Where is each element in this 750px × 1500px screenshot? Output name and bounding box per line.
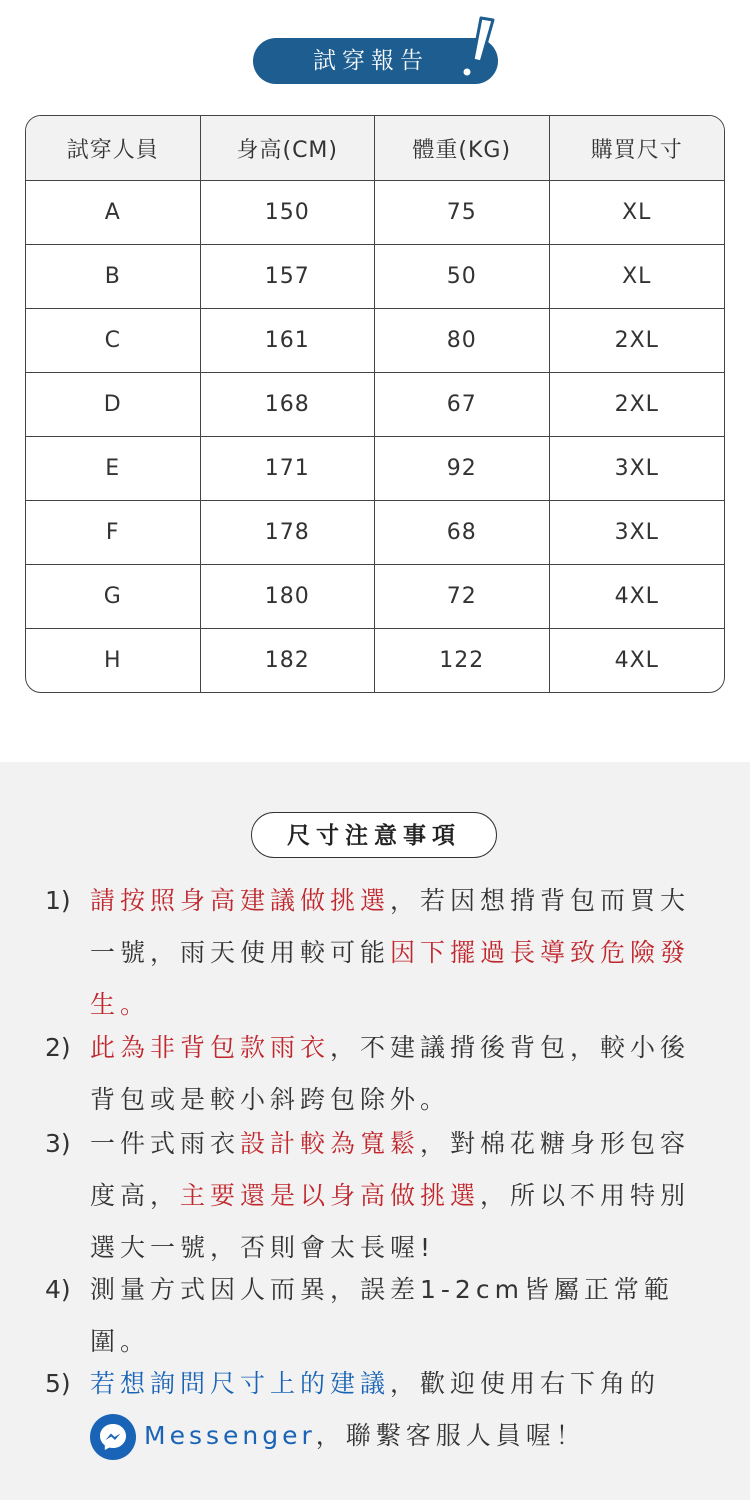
table-cell: 150 — [201, 181, 376, 245]
note-segment: ，聯繫客服人員喔！ — [315, 1421, 586, 1450]
table-row — [26, 309, 724, 373]
note-text — [90, 1022, 715, 1126]
table-cell: 157 — [201, 245, 376, 309]
size-notes-section — [0, 762, 750, 1500]
table-cell: 92 — [375, 437, 550, 501]
notes-title: 尺寸注意事項 — [287, 823, 461, 849]
note-segment: ，所以不用特別選大一號，否則會太長喔! — [90, 1181, 691, 1262]
table-cell: 80 — [375, 309, 550, 373]
note-number: 5) — [45, 1369, 71, 1398]
table-cell: E — [26, 437, 201, 501]
table-cell: 161 — [201, 309, 376, 373]
table-cell: 4XL — [614, 648, 659, 673]
note-highlight: 設計較為寬鬆 — [240, 1129, 421, 1158]
column-header: 試穿人員 — [26, 116, 201, 181]
note-segment: 一件式雨衣 — [90, 1129, 241, 1158]
note-number: 2) — [45, 1033, 71, 1062]
table-cell: XL — [550, 181, 725, 245]
table-cell: 182 — [201, 629, 376, 692]
table-cell: H — [26, 629, 201, 692]
note-text — [90, 1358, 715, 1462]
messenger-icon[interactable] — [90, 1414, 136, 1460]
note-number: 1) — [45, 886, 71, 915]
table-header-row — [26, 116, 724, 181]
note-number: 4) — [45, 1275, 71, 1304]
table-cell: 178 — [201, 501, 376, 565]
table-cell: G — [26, 565, 201, 629]
table-row — [26, 501, 724, 565]
table-row — [26, 245, 724, 309]
table-row — [26, 181, 724, 245]
table-cell: 75 — [375, 181, 550, 245]
column-header: 身高(CM) — [201, 116, 376, 181]
exclamation-icon — [451, 14, 501, 84]
table-cell: 67 — [375, 373, 550, 437]
table-cell: D — [26, 373, 201, 437]
table-cell: 2XL — [550, 309, 725, 373]
table-cell: 171 — [201, 437, 376, 501]
table-cell: B — [26, 245, 201, 309]
size-table — [25, 115, 725, 693]
table-cell: 180 — [201, 565, 376, 629]
table-cell: 168 — [201, 373, 376, 437]
table-cell: A — [26, 181, 201, 245]
column-header: 購買尺寸 — [550, 116, 725, 181]
table-row — [26, 437, 724, 501]
note-segment: ，歡迎使用右下角的 — [390, 1369, 661, 1398]
note-highlight: 主要還是以身高做挑選 — [180, 1181, 481, 1210]
note-highlight: 因下擺過長導致危險發生。 — [90, 938, 691, 1019]
note-text — [90, 875, 715, 1031]
note-text — [90, 1118, 715, 1274]
note-segment: 測量方式因人而異，誤差1-2cm皆屬正常範圍。 — [90, 1275, 674, 1356]
table-cell: 3XL — [550, 501, 725, 565]
table-cell: 4XL — [550, 565, 725, 629]
table-cell: 72 — [375, 565, 550, 629]
note-number: 3) — [45, 1129, 71, 1158]
table-cell: XL — [550, 245, 725, 309]
column-header: 體重(KG) — [375, 116, 550, 181]
table-row — [26, 629, 724, 692]
note-segment: ，不建議揹後背包，較小後背包或是較小斜跨包除外。 — [90, 1033, 691, 1114]
table-cell: 68 — [375, 501, 550, 565]
note-highlight: 此為非背包款雨衣 — [90, 1033, 331, 1062]
report-title: 試穿報告 — [313, 48, 429, 74]
table-row — [26, 565, 724, 629]
notes-title-badge — [251, 812, 497, 858]
table-cell: 50 — [375, 245, 550, 309]
table-cell: F — [26, 501, 201, 565]
note-highlight: 若想詢問尺寸上的建議 — [90, 1369, 391, 1398]
note-segment: ，對棉花糖身形包容度高， — [90, 1129, 691, 1210]
table-cell: 2XL — [550, 373, 725, 437]
note-text — [90, 1264, 715, 1368]
table-row — [26, 373, 724, 437]
note-segment: ，若因想揹背包而買大一號，雨天使用較可能 — [90, 886, 691, 967]
messenger-link[interactable]: Messenger — [144, 1421, 316, 1450]
table-cell: 3XL — [550, 437, 725, 501]
table-cell: 122 — [375, 629, 550, 692]
note-highlight: 請按照身高建議做挑選 — [90, 886, 391, 915]
table-cell: C — [26, 309, 201, 373]
